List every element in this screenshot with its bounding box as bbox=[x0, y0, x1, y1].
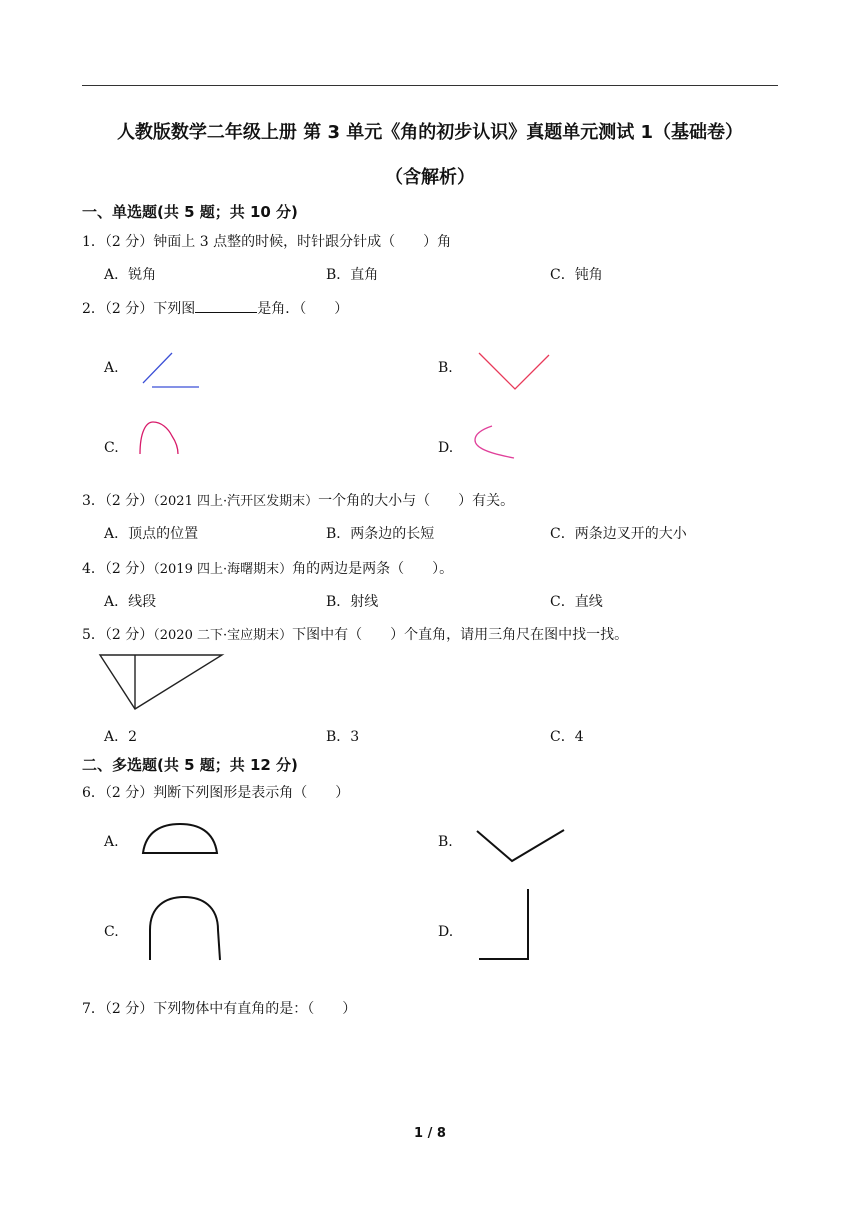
q2-figure-d bbox=[470, 422, 518, 460]
q3-option-a[interactable]: A．顶点的位置 bbox=[104, 526, 199, 542]
question-1 bbox=[82, 231, 451, 251]
question-text-tail: 是角．（ ） bbox=[257, 301, 349, 317]
section-heading-single-choice: 一、单选题(共 5 题；共 10 分) bbox=[82, 203, 298, 221]
page-number: 1 / 8 bbox=[414, 1126, 446, 1141]
question-text: 判断下列图形是表示角（ ） bbox=[153, 785, 350, 801]
question-5 bbox=[82, 624, 628, 644]
q1-option-a[interactable]: A．锐角 bbox=[104, 267, 157, 283]
q2-option-a[interactable]: A. bbox=[104, 360, 119, 376]
q6-figure-d bbox=[476, 887, 536, 963]
q4-option-b[interactable]: B．射线 bbox=[326, 594, 379, 610]
q4-option-c[interactable]: C．直线 bbox=[550, 594, 603, 610]
q5-option-b[interactable]: B．3 bbox=[326, 729, 360, 745]
q5-triangle-figure bbox=[98, 653, 226, 713]
page-subtitle: （含解析） bbox=[385, 167, 475, 188]
question-number: 6．（2 分） bbox=[82, 785, 154, 801]
q4-option-a[interactable]: A．线段 bbox=[104, 594, 157, 610]
q2-c-arc bbox=[140, 422, 178, 454]
question-number: 5．（2 分） bbox=[82, 627, 154, 643]
question-3 bbox=[82, 490, 514, 510]
q2-a-slanted-line bbox=[143, 353, 172, 383]
q5-option-a[interactable]: A．2 bbox=[104, 729, 138, 745]
q2-d-curve bbox=[475, 426, 514, 458]
q2-option-d[interactable]: D. bbox=[438, 440, 454, 456]
question-text: 下图中有（ ）个直角，请用三角尺在图中找一找。 bbox=[292, 627, 629, 643]
q6-b-angle bbox=[477, 830, 564, 861]
q2-figure-a bbox=[140, 350, 202, 390]
page-title: 人教版数学二年级上册 第 3 单元《角的初步认识》真题单元测试 1（基础卷） bbox=[116, 122, 744, 143]
q6-option-c[interactable]: C. bbox=[104, 924, 119, 940]
q2-figure-b bbox=[476, 350, 552, 392]
q6-figure-b bbox=[475, 828, 567, 864]
q6-c-arch bbox=[150, 897, 220, 960]
q1-option-b[interactable]: B．直角 bbox=[326, 267, 379, 283]
question-text: 一个角的大小与（ ）有关。 bbox=[318, 493, 515, 509]
q6-option-b[interactable]: B. bbox=[438, 834, 453, 850]
q2-figure-c bbox=[136, 418, 184, 456]
q1-option-c[interactable]: C．钝角 bbox=[550, 267, 603, 283]
question-text: 钟面上 3 点整的时候，时针跟分针成（ ）角 bbox=[153, 234, 452, 250]
q2-b-angle bbox=[479, 353, 549, 389]
question-4 bbox=[82, 558, 453, 578]
question-number: 3．（2 分） bbox=[82, 493, 154, 509]
q5-triangle bbox=[100, 655, 222, 709]
section-heading-multiple-choice: 二、多选题(共 5 题；共 12 分) bbox=[82, 756, 298, 774]
question-text: 角的两边是两条（ ）。 bbox=[292, 561, 454, 577]
question-number: 7．（2 分） bbox=[82, 1001, 154, 1017]
question-source: （2019 四上·海曙期末） bbox=[153, 562, 293, 577]
question-number: 4．（2 分） bbox=[82, 561, 154, 577]
question-number: 1．（2 分） bbox=[82, 234, 154, 250]
q3-option-c[interactable]: C．两条边叉开的大小 bbox=[550, 526, 687, 542]
q3-option-b[interactable]: B．两条边的长短 bbox=[326, 526, 435, 542]
answer-blank[interactable] bbox=[195, 300, 257, 313]
question-6 bbox=[82, 782, 349, 802]
q6-figure-a bbox=[140, 822, 220, 856]
question-text: 下列图 bbox=[153, 301, 196, 317]
question-text: 下列物体中有直角的是：（ ） bbox=[153, 1001, 357, 1017]
q6-a-semicircle bbox=[143, 824, 217, 853]
question-2 bbox=[82, 298, 348, 318]
q2-option-b[interactable]: B. bbox=[438, 360, 453, 376]
question-7 bbox=[82, 998, 356, 1018]
q6-figure-c bbox=[146, 894, 226, 962]
q6-option-d[interactable]: D. bbox=[438, 924, 454, 940]
q5-option-c[interactable]: C．4 bbox=[550, 729, 584, 745]
question-source: （2021 四上·汽开区发期末） bbox=[153, 494, 319, 509]
question-number: 2．（2 分） bbox=[82, 301, 154, 317]
q6-option-a[interactable]: A. bbox=[104, 834, 119, 850]
q6-d-right-angle bbox=[479, 889, 528, 959]
header-rule bbox=[82, 85, 778, 86]
q2-option-c[interactable]: C. bbox=[104, 440, 119, 456]
question-source: （2020 二下·宝应期末） bbox=[153, 628, 293, 643]
